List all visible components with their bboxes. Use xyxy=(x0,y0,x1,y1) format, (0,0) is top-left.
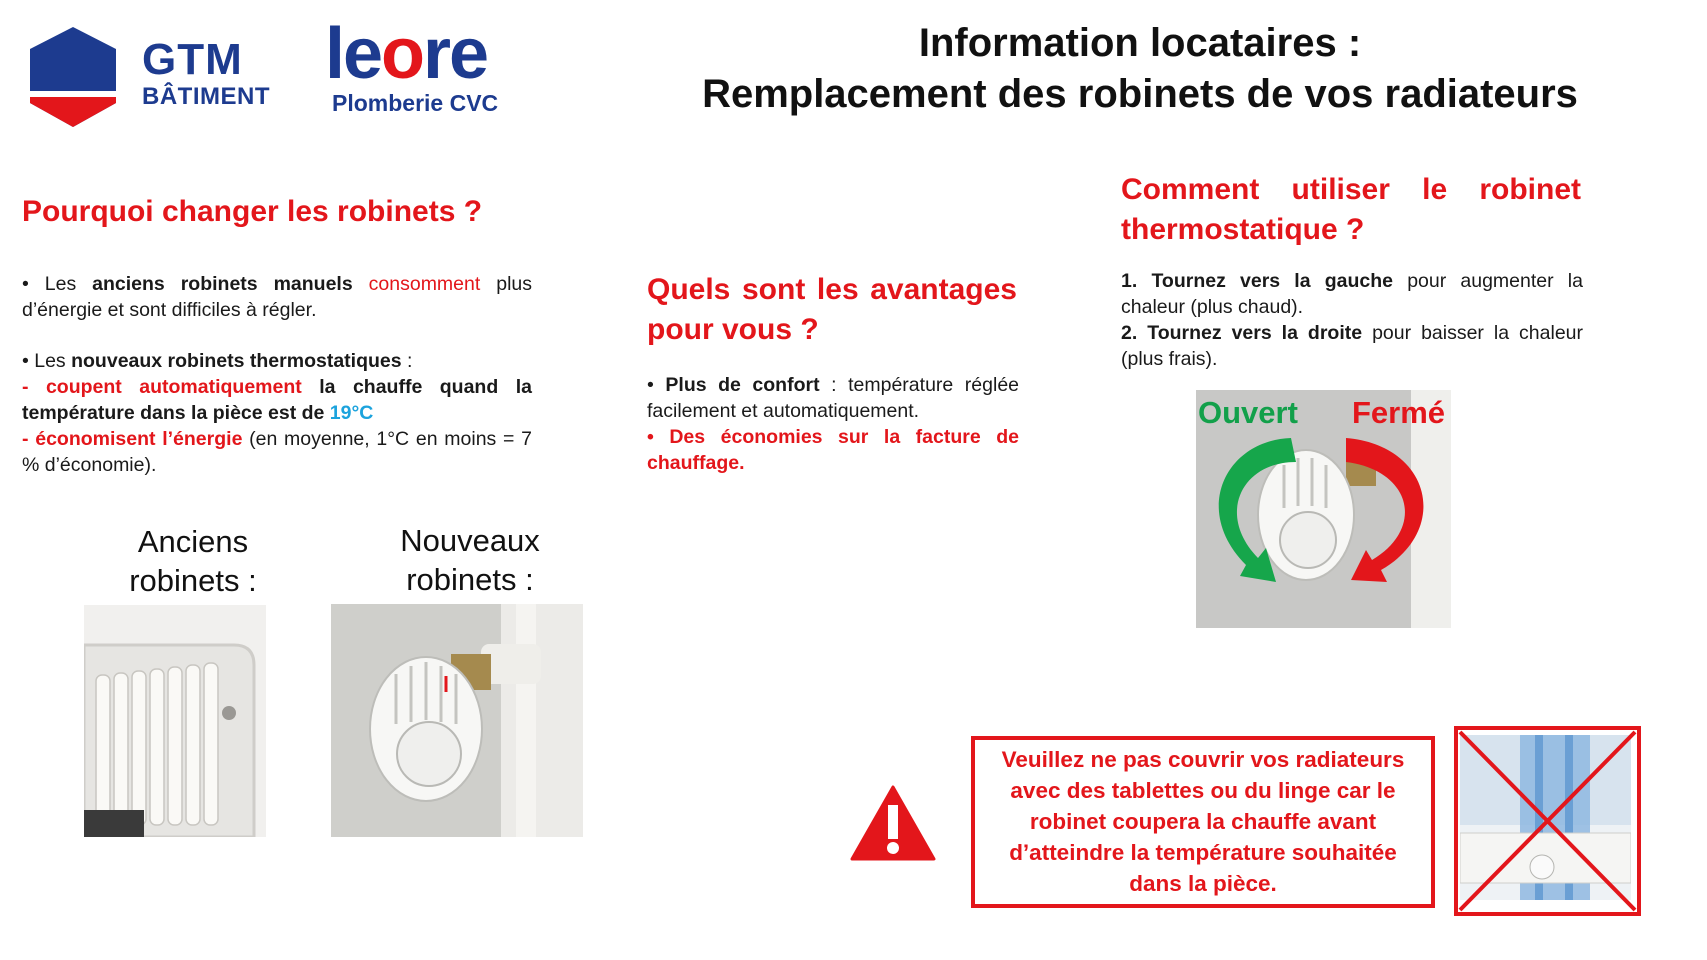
old-valves-term: anciens robinets manuels xyxy=(92,273,353,295)
leore-logo-accent-letter: o xyxy=(381,14,424,94)
step-right-bold: 2. Tournez vers la droite xyxy=(1121,322,1363,344)
cross-out-icon xyxy=(1458,730,1637,912)
old-valves-caption xyxy=(98,522,288,600)
old-caption-line-1: Anciens xyxy=(137,524,249,559)
why-new-paragraph xyxy=(22,348,532,478)
new-valve-photo xyxy=(331,604,583,837)
bullet-prefix: • Les xyxy=(22,273,93,295)
point-cut-rest: la chauffe quand la température dans la pièce est de xyxy=(22,376,532,424)
step-left-rest: pour augmenter la chaleur (plus chaud). xyxy=(1121,270,1583,318)
leore-logo-word: leore xyxy=(325,14,488,94)
step-right xyxy=(1121,320,1583,372)
why-heading: Pourquoi changer les robinets ? xyxy=(22,195,483,228)
advantage-savings: • Des économies sur la facture de chauffage. xyxy=(647,426,1019,474)
new-valves-caption xyxy=(360,521,580,599)
point-save-energy: - économisent l’énergie xyxy=(22,428,243,450)
new-caption-line-2: robinets : xyxy=(406,562,534,597)
gtm-logo-text: GTM xyxy=(142,35,243,84)
how-to-heading xyxy=(1121,170,1581,250)
bullet-prefix: • Les xyxy=(22,350,72,372)
advantages-heading: Quels sont les avantages pour vous ? xyxy=(647,273,1017,346)
step-left-bold: 1. Tournez vers la gauche xyxy=(1121,270,1394,292)
leore-logo-subtext: Plomberie CVC xyxy=(332,90,499,116)
comfort-term: Plus de confort xyxy=(665,374,820,396)
temperature-value: 19°C xyxy=(329,402,374,424)
bullet-prefix: • xyxy=(647,374,666,396)
warning-triangle-icon xyxy=(850,785,936,861)
how-to-steps xyxy=(1121,268,1583,372)
advantages-list xyxy=(647,372,1019,476)
step-left xyxy=(1121,268,1583,320)
title-line-1: Information locataires : xyxy=(918,21,1362,65)
new-caption-line-1: Nouveaux xyxy=(400,523,540,558)
page-title xyxy=(650,18,1630,120)
leore-logo-text xyxy=(325,14,488,94)
why-old-paragraph xyxy=(22,271,532,323)
step-right-rest: pour baisser la chaleur (plus frais). xyxy=(1121,322,1583,370)
how-heading-line-2: thermostatique ? xyxy=(1121,213,1365,246)
old-valves-rest: plus d’énergie et sont difficiles à régler. xyxy=(22,273,533,321)
new-valves-colon: : xyxy=(401,350,413,372)
closed-label: Fermé xyxy=(1352,395,1446,430)
comfort-rest: : température réglée facilement et automatiquement. xyxy=(647,374,1020,422)
advantage-comfort xyxy=(647,372,1019,424)
open-label: Ouvert xyxy=(1198,395,1298,430)
gtm-logo-subtext: BÂTIMENT xyxy=(142,83,270,110)
how-heading-line-1: Comment utiliser le robinet xyxy=(1121,173,1581,206)
gtm-logo xyxy=(28,25,118,129)
cross-out-frame xyxy=(1454,726,1641,916)
point-cut-automatically: - coupent automatiquement xyxy=(22,376,302,398)
old-caption-line-2: robinets : xyxy=(129,563,257,598)
new-valves-term: nouveaux robinets thermostatiques xyxy=(71,350,402,372)
warning-text: Veuillez ne pas couvrir vos radiateurs avec des tablettes ou du linge car le robinet coupera la chauffe avant d’atteindre la température souhaitée dans la pièce. xyxy=(1001,747,1405,896)
consume-term: consomment xyxy=(368,273,481,295)
old-radiator-photo xyxy=(84,605,266,837)
point-save-rest: (en moyenne, 1°C en moins = 7 % d’économie). xyxy=(22,428,532,476)
title-line-2: Remplacement des robinets de vos radiateurs xyxy=(702,72,1578,116)
